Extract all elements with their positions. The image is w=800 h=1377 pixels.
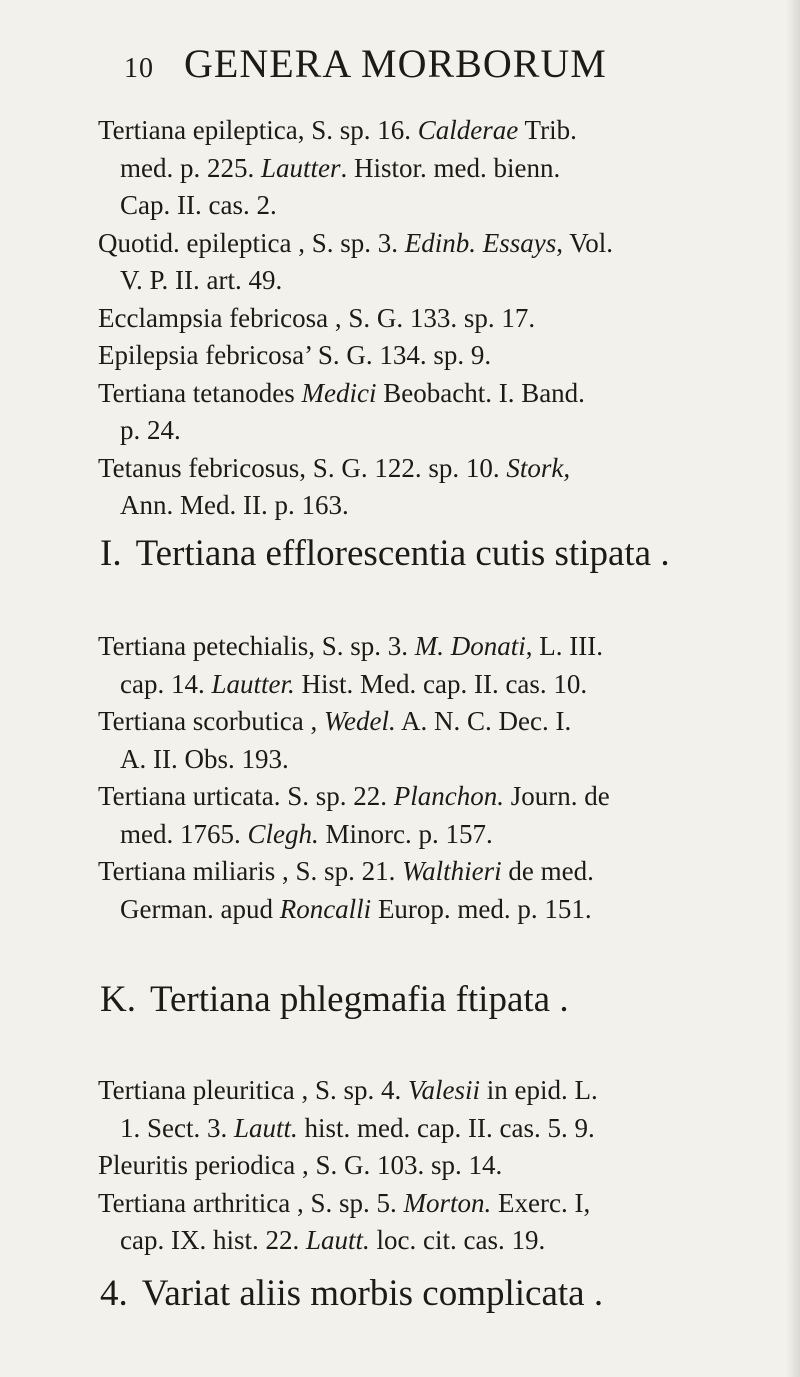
- entry-line: Ecclampsia febricosa , S. G. 133. sp. 17.: [98, 302, 536, 333]
- section-label: I.: [100, 533, 122, 574]
- page-number: 10: [124, 53, 154, 84]
- entry-line: Tertiana arthritica , S. sp. 5. Morton. Exerc. I,: [98, 1187, 591, 1218]
- entry-line: 1. Sect. 3. Lautt. hist. med. cap. II. cas. 5. 9.: [120, 1112, 595, 1143]
- section-label: 4.: [100, 1273, 128, 1314]
- section-title: Variat aliis morbis complicata .: [141, 1273, 604, 1314]
- entry-line: cap. 14. Lautter. Hist. Med. cap. II. cas. 10.: [120, 668, 588, 699]
- entry-line: Tertiana scorbutica , Wedel. A. N. C. Dec. I.: [98, 706, 572, 736]
- entry-line: Quotid. epileptica , S. sp. 3. Edinb. Essays, Vol.: [98, 227, 614, 258]
- entry-line: cap. IX. hist. 22. Lautt. loc. cit. cas. 19.: [120, 1225, 546, 1255]
- entry-line: Tertiana petechialis, S. sp. 3. M. Donati, L. III.: [98, 631, 603, 661]
- entry-line: Epilepsia febricosa’ S. G. 134. sp. 9.: [98, 340, 492, 370]
- entry-line: Tertiana urticata. S. sp. 22. Planchon. Journ. de: [98, 781, 610, 811]
- section-heading-4: [100, 1272, 603, 1315]
- entries-block-3: [98, 1072, 698, 1260]
- entry-line: V. P. II. art. 49.: [120, 265, 283, 295]
- entry-line: Cap. II. cas. 2.: [120, 190, 277, 220]
- entry-line: Tertiana epileptica, S. sp. 16. Calderae Trib.: [98, 115, 577, 145]
- running-title: GENERA MORBORUM: [184, 41, 607, 86]
- page-edge-shadow: [786, 0, 800, 1377]
- section-title: Tertiana efflorescentia cutis stipata .: [135, 533, 670, 574]
- section-label: K.: [100, 979, 136, 1020]
- entry-line: German. apud Roncalli Europ. med. p. 151.: [120, 893, 592, 924]
- entry-line: Pleuritis periodica , S. G. 103. sp. 14.: [98, 1150, 503, 1180]
- entry-line: Tertiana miliaris , S. sp. 21. Walthieri de med.: [98, 856, 594, 886]
- section-heading-i: [100, 532, 670, 575]
- entry-line: Tertiana tetanodes Medici Beobacht. I. Band.: [98, 377, 585, 408]
- section-title: Tertiana phlegmafia ftipata .: [149, 979, 569, 1020]
- entry-line: Ann. Med. II. p. 163.: [120, 490, 349, 520]
- entry-line: p. 24.: [120, 415, 181, 445]
- entry-line: A. II. Obs. 193.: [120, 743, 289, 774]
- entry-line: Tetanus febricosus, S. G. 122. sp. 10. Stork,: [98, 452, 571, 483]
- entry-line: med. 1765. Clegh. Minorc. p. 157.: [120, 818, 493, 849]
- entries-block-2: [98, 628, 698, 928]
- section-heading-k: [100, 978, 569, 1021]
- running-header: [124, 40, 607, 87]
- entries-block-1: [98, 112, 698, 525]
- entry-line: med. p. 225. Lautter. Histor. med. bienn.: [120, 152, 561, 183]
- entry-line: Tertiana pleuritica , S. sp. 4. Valesii in epid. L.: [98, 1075, 598, 1105]
